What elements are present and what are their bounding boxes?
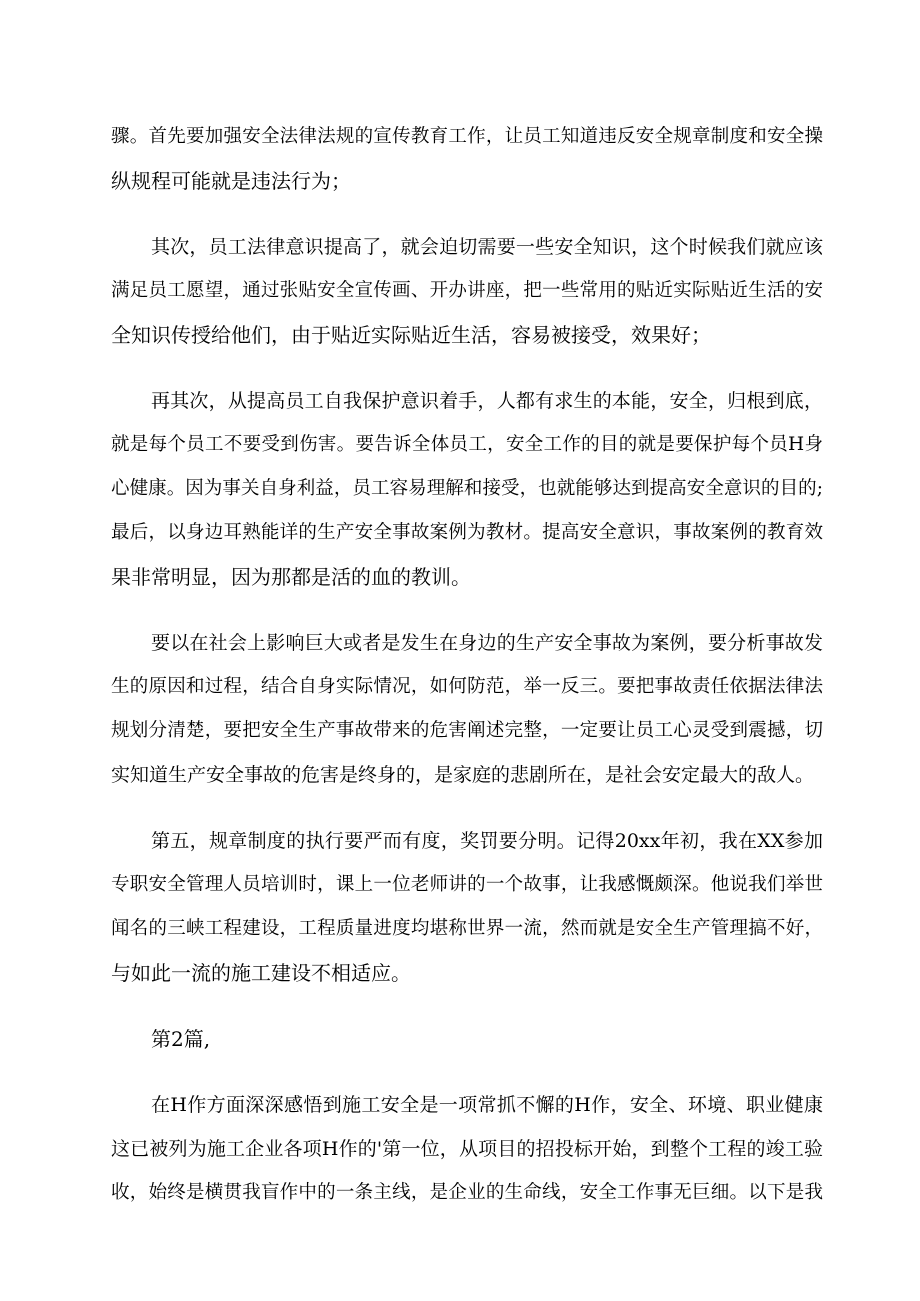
paragraph <box>111 379 823 599</box>
paragraph-line: 其次，员工法律意识提高了，就会迫切需要一些安全知识，这个时候我们就应该 <box>151 236 823 258</box>
paragraph-line: 满足员工愿望，通过张贴安全宣传画、开办讲座，把一些常用的贴近实际贴近生活的安 <box>111 280 823 301</box>
paragraph-line: 专职安全管理人员培训时，课上一位老师讲的一个故事，让我感慨颇深。他说我们举世 <box>111 874 823 895</box>
paragraph-line: 就是每个员工不要受到伤害。要告诉全体员工，安全工作的目的就是要保护每个员H身 <box>111 434 823 455</box>
paragraph-line: 心健康。因为事关自身利益，员工容易理解和接受，也就能够达到提高安全意识的目的; <box>111 478 823 499</box>
paragraph <box>111 1083 823 1215</box>
paragraph-line: 规划分清楚，要把安全生产事故带来的危害阐述完整，一定要让员工心灵受到震撼，切 <box>111 720 823 741</box>
document-body <box>111 115 823 1215</box>
paragraph-line: 收，始终是横贯我盲作中的一条主线，是企业的生命线，安全工作事无巨细。以下是我 <box>111 1182 823 1203</box>
paragraph-line: 与如此一流的施工建设不相适应。 <box>111 961 411 985</box>
paragraph-line: 第五，规章制度的执行要严而有度，奖罚要分明。记得20xx年初，我在XX参加 <box>151 830 823 852</box>
paragraph-line: 生的原因和过程，结合自身实际情况，如何防范，举一反三。要把事故责任依据法律法 <box>111 676 823 697</box>
paragraph <box>111 115 823 203</box>
paragraph-line: 果非常明显，因为那都是活的血的教训。 <box>111 565 471 589</box>
paragraph-line: 在H作方面深深感悟到施工安全是一项常抓不懈的H作，安全、环境、职业健康 <box>151 1094 823 1116</box>
paragraph-line: 全知识传授给他们，由于贴近实际贴近生活，容易被接受，效果好； <box>111 323 711 347</box>
paragraph <box>111 621 823 797</box>
paragraph-line: 骤。首先要加强安全法律法规的宣传教育工作，让员工知道违反安全规章制度和安全操 <box>111 126 823 147</box>
paragraph-line: 纵规程可能就是违法行为； <box>111 169 351 193</box>
paragraph-line: 实知道生产安全事故的危害是终身的，是家庭的悲剧所在，是社会安定最大的敌人。 <box>111 764 815 786</box>
paragraph-line: 再其次，从提高员工自我保护意识着手，人都有求生的本能，安全，归根到底， <box>151 390 823 412</box>
section-heading-text: 第2篇, <box>151 1027 211 1051</box>
section-heading <box>111 1017 823 1061</box>
paragraph <box>111 225 823 357</box>
paragraph <box>111 819 823 995</box>
paragraph-line: 要以在社会上影响巨大或者是发生在身边的生产安全事故为案例，要分析事故发 <box>151 632 823 654</box>
paragraph-line: 闻名的三峡工程建设，工程质量进度均堪称世界一流，然而就是安全生产管理搞不好， <box>111 918 823 939</box>
paragraph-line: 这已被列为施工企业各项H作的'第一位，从项目的招投标开始，到整个工程的竣工验 <box>111 1138 823 1160</box>
paragraph-line: 最后，以身边耳熟能详的生产安全事故案例为教材。提高安全意识，事故案例的教育效 <box>111 522 823 543</box>
